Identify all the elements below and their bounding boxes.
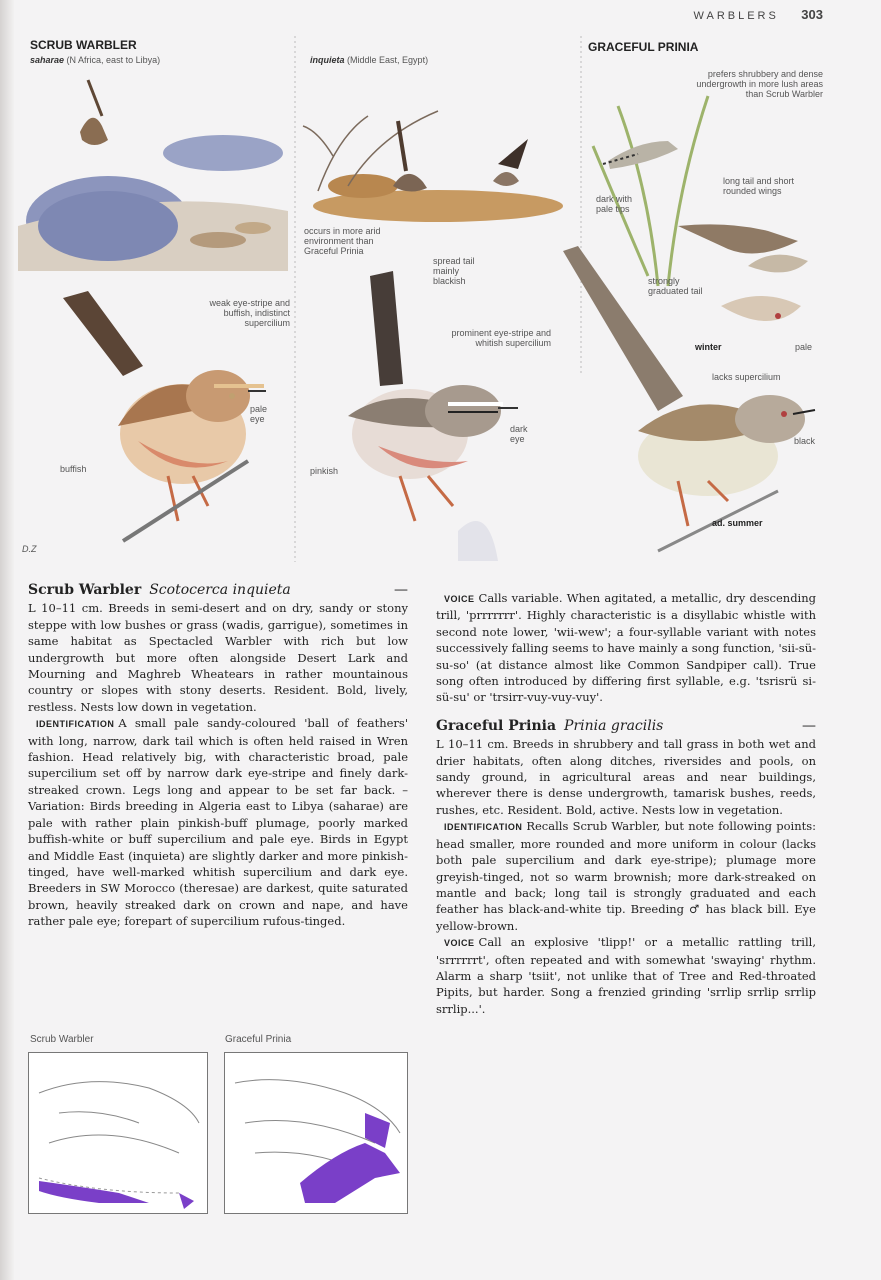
- label-ad-summer: ad. summer: [712, 518, 763, 528]
- inquieta-label: [310, 55, 428, 65]
- heading-dash: —: [802, 717, 816, 734]
- identification-text: Recalls Scrub Warbler, but note following points: head smaller, more rounded and more uniform in colour (lacks both pale supercilium and dark eye-stripe); plumage more greyish-tinged, not so warm brownish; more dark-streaked on mantle and back; long tail is strongly graduated and each feather has black-and-white tip. Breeding ♂ has black bill. Eye yellow-brown.: [436, 819, 816, 933]
- scrub-habitat-illustration: [18, 80, 288, 271]
- scrub-map-drawing: [29, 1053, 207, 1213]
- scrub-warbler-illustration: [63, 291, 266, 541]
- voice-caption: VOICE: [444, 594, 475, 604]
- scrub-warbler-heading: [28, 582, 408, 598]
- right-column: [436, 590, 816, 1017]
- prinia-map-title: Graceful Prinia: [225, 1034, 292, 1045]
- section-title: WARBLERS: [693, 10, 779, 22]
- page-gutter-shadow: [0, 0, 14, 1280]
- label-dark-tips: dark with pale tips: [596, 194, 633, 214]
- prinia-identification: [436, 818, 816, 934]
- inquieta-range: (Middle East, Egypt): [347, 55, 429, 65]
- inquieta-name: inquieta: [310, 55, 345, 65]
- prinia-map-drawing: [225, 1053, 407, 1213]
- label-pinkish: pinkish: [310, 466, 339, 476]
- label-lacks-supercilium: lacks supercilium: [712, 372, 781, 382]
- inquieta-warbler-illustration: [348, 271, 518, 561]
- label-prefers: prefers shrubbery and dense undergrowth in more lush areas than Scrub Warbler: [696, 69, 823, 99]
- scrub-intro: L 10–11 cm. Breeds in semi-desert and on dry, sandy or stony steppe with low bushes or grass (wadis, garrigue), sometimes in same habitat as Spectacled Warbler with rich but low undergrowth but more often alongside Desert Lark and Mourning and Maghreb Wheatears in rather mountainous country or slopes with stony deserts. Resident. Bold, lively, restless. Nests low down in vegetation.: [28, 601, 408, 714]
- plate-code: D.Z: [22, 544, 37, 554]
- prinia-distribution-map: [224, 1052, 408, 1214]
- label-prominent: prominent eye-stripe and whitish supercilium: [451, 328, 551, 348]
- species-name: Scrub Warbler: [28, 582, 142, 598]
- label-long-tail: long tail and short rounded wings: [723, 176, 795, 196]
- label-buffish: buffish: [60, 464, 87, 474]
- species-name: Graceful Prinia: [436, 717, 557, 734]
- label-occurs: occurs in more arid environment than Graceful Prinia: [304, 226, 381, 256]
- scrub-voice: [436, 590, 816, 706]
- label-pale-eye: pale eye: [250, 404, 268, 424]
- identification-caption: IDENTIFICATION: [36, 719, 115, 730]
- graceful-prinia-plate-title: GRACEFUL PRINIA: [588, 40, 699, 54]
- scrub-subspecies-name: saharae: [30, 55, 65, 65]
- prinia-intro: L 10–11 cm. Breeds in shrubbery and tall grass in both wet and drier habitats, often along ditches, riversides and pools, on sandy ground, in agricultural areas and near buildings, wherever there is dense undergrowth, tamarisk bushes, reeds, rushes, etc. Resident. Bold, active. Nests low in vegetation.: [436, 737, 816, 817]
- scrub-warbler-entry: [28, 582, 408, 930]
- label-winter: winter: [695, 342, 722, 352]
- scrub-map-title: Scrub Warbler: [30, 1034, 94, 1045]
- page-number: 303: [801, 7, 823, 22]
- graceful-prinia-heading: [436, 718, 816, 734]
- plate-artwork: [18, 36, 848, 562]
- label-black: black: [794, 436, 816, 446]
- scrub-identification: [28, 715, 408, 929]
- label-dark-eye: dark eye: [510, 424, 528, 444]
- scrub-distribution-map: [28, 1052, 208, 1214]
- scientific-name: Scotocerca inquieta: [149, 582, 291, 598]
- label-weak-eye-stripe: weak eye-stripe and buffish, indistinct supercilium: [209, 298, 290, 328]
- scrub-subspecies-range: (N Africa, east to Libya): [66, 55, 161, 65]
- identification-text: A small pale sandy-coloured 'ball of feathers' with long, narrow, dark tail which is often held raised in Wren fashion. Head relatively big, with characteristic broad, pale supercilium set off by narrow dark eye-stripe and finely dark-streaked crown. Legs long and appear to be set far back. – Variation: Birds breeding in Algeria east to Libya (saharae) are pale with rather plain pinkish-buff plumage, poorly marked buffish-white or buff supercilium and pale eye. Birds in Egypt and Middle East (inquieta) are slightly darker and more pinkish-tinged, have well-marked whitish supercilium and dark eye. Breeders in SW Morocco (theresae) are darkest, quite saturated brown, heavily streaked dark on crown and nape, and have rather pale eye; forepart of supercilium rufous-tinged.: [28, 716, 408, 929]
- label-graduated: strongly graduated tail: [648, 276, 703, 296]
- voice-text: Calls variable. When agitated, a metallic, dry descending trill, 'prrrrrrr'. Highly characteristic is a disyllabic whistle with second note lower, 'wii-wew'; a four-syllable variant with notes successively falling seems to have mainly a song function, 'sii-sü-su-so' (at distance almost like Common Sandpiper call). True song often introduced by differing first syllable, e.g. 'tsrisrü si-sü-su' or 'trsirr-vuy-vuy-vuy'.: [436, 591, 816, 705]
- identification-caption: IDENTIFICATION: [444, 822, 523, 833]
- scrub-subspecies-label: [30, 55, 160, 65]
- prinia-range-area: [300, 1143, 400, 1203]
- voice-caption: VOICE: [444, 938, 475, 949]
- scientific-name: Prinia gracilis: [564, 717, 664, 734]
- voice-text: Call an explosive 'tlipp!' or a metallic rattling trill, 'srrrrrrt', often repeated and with somewhat 'swaying' rhythm. Alarm a sharp 'tsiit', not unlike that of Tree and Red-throated Pipits, but harder. Song a frenzied grinding 'srrlip srrlip srrlip srrlip...'.: [436, 935, 816, 1016]
- heading-dash: —: [394, 582, 408, 598]
- label-spread-tail: spread tail mainly blackish: [433, 256, 475, 286]
- label-pale: pale: [795, 342, 813, 352]
- running-header: [694, 6, 823, 24]
- illustration-plate: [18, 36, 848, 562]
- scrub-range-area: [39, 1181, 149, 1203]
- inquieta-habitat-illustration: [303, 111, 563, 222]
- prinia-voice: [436, 934, 816, 1017]
- scrub-warbler-plate-title: SCRUB WARBLER: [30, 38, 137, 52]
